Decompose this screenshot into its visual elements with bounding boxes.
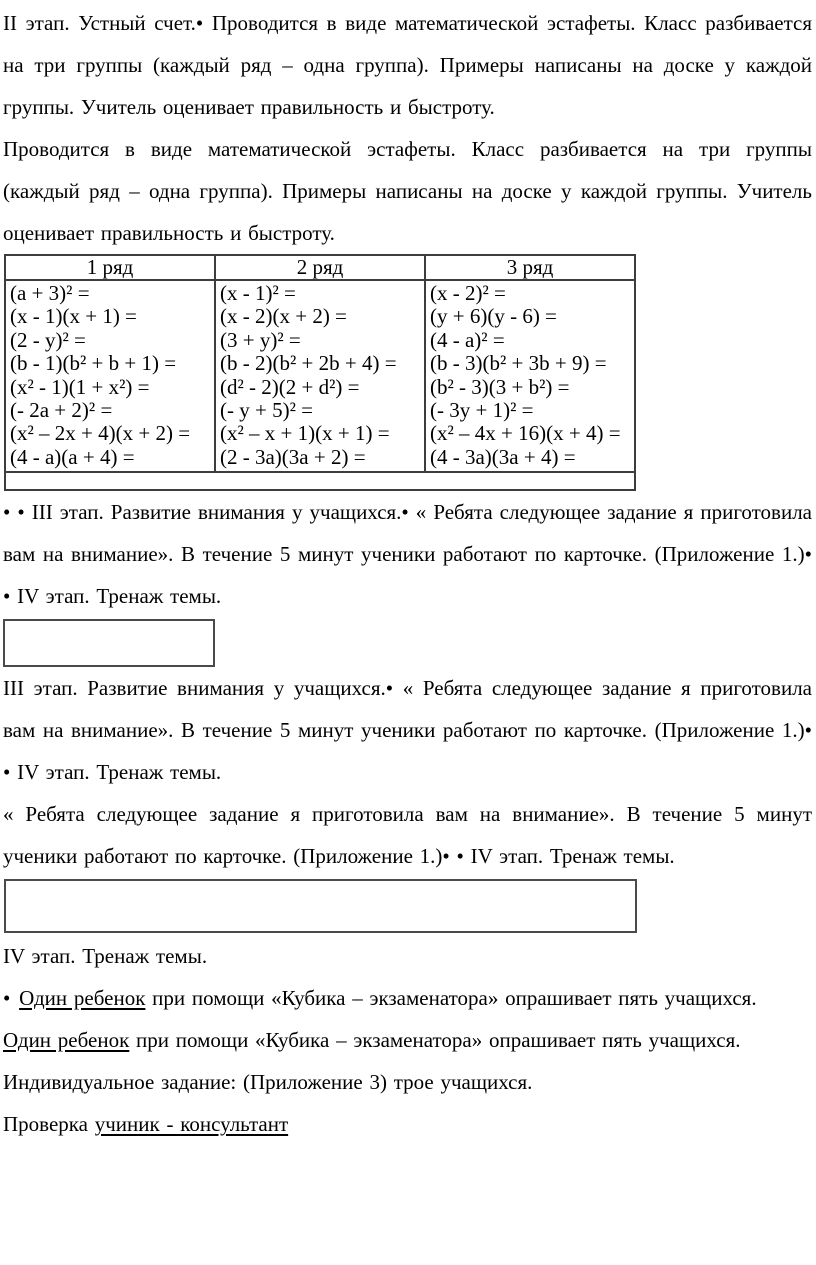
formula: (x² – x + 1)(x + 1) = <box>220 421 390 446</box>
paragraph-individual-task: Индивидуальное задание: (Приложение 3) трое учащихся. <box>3 1070 533 1095</box>
paragraph-kubik-repeat <box>3 1019 812 1061</box>
formula: (4 - a)(a + 4) = <box>10 444 135 469</box>
column-header-row2: 2 ряд <box>215 255 425 280</box>
formula: (x - 2)² = <box>430 281 506 305</box>
paragraph-estafeta-repeat: Проводится в виде математической эстафеты. Класс разбивается на три группы (каждый ряд – одна группа). Примеры написаны на доске у каждой группы. Учитель оценивает правильность и быстроту. <box>3 137 812 245</box>
formula-cell-row3 <box>425 280 635 472</box>
bullet-marker: • <box>3 986 18 1011</box>
formula: (- 2a + 2)² = <box>10 398 113 423</box>
underlined-odin-rebenok: Один ребенок <box>19 986 146 1011</box>
column-header-row3: 3 ряд <box>425 255 635 280</box>
table-header-row <box>5 255 635 280</box>
formula: (a + 3)² = <box>10 281 90 305</box>
formula: (b - 3)(b² + 3b + 9) = <box>430 351 607 376</box>
paragraph-rebyata-repeat: « Ребята следующее задание я приготовила вам на внимание». В течение 5 минут ученики работают по карточке. (Приложение 1.)• • IV этап. Тренаж темы. <box>3 802 812 869</box>
paragraph-4etap: IV этап. Тренаж темы. <box>3 944 208 969</box>
underlined-odin-rebenok: Один ребенок <box>3 1028 130 1053</box>
table-body-row <box>5 280 635 472</box>
formula: (x - 1)² = <box>220 281 296 305</box>
formula: (x² – 4x + 16)(x + 4) = <box>430 421 621 446</box>
formula: (b - 2)(b² + 2b + 4) = <box>220 351 397 376</box>
formula: (2 - y)² = <box>10 327 86 352</box>
underlined-uchenik-konsultant: учиник - консультант <box>94 1112 289 1137</box>
paragraph-ustny-schet: II этап. Устный счет.• Проводится в виде математической эстафеты. Класс разбивается на три группы (каждый ряд – одна группа). Примеры написаны на доске у каждой группы. Учитель оценивает правильность и быстроту. <box>3 11 812 119</box>
formula: (4 - a)² = <box>430 327 505 352</box>
paragraph-text: при помощи «Кубика – экзаменатора» опрашивает пять учащихся. <box>145 986 757 1011</box>
formula: (- y + 5)² = <box>220 398 313 423</box>
formula: (x² - 1)(1 + x²) = <box>10 374 150 399</box>
formula: (b² - 3)(3 + b²) = <box>430 374 570 399</box>
empty-table-row <box>5 472 635 490</box>
paragraph-kubik-bulleted <box>3 977 812 1019</box>
formula: (2 - 3a)(3a + 2) = <box>220 444 366 469</box>
math-relay-table <box>4 254 636 491</box>
empty-table-cell <box>5 472 635 490</box>
formula: (x - 1)(x + 1) = <box>10 304 137 329</box>
formula: (3 + y)² = <box>220 327 301 352</box>
paragraph-text: Проверка <box>3 1112 95 1137</box>
paragraph-3etap-repeat: III этап. Развитие внимания у учащихся.• « Ребята следующее задание я приготовила вам на внимание». В течение 5 минут ученики работают по карточке. (Приложение 1.)• • IV этап. Тренаж темы. <box>3 676 812 785</box>
empty-box-small <box>3 619 215 667</box>
column-header-row1: 1 ряд <box>5 255 215 280</box>
empty-box-wide <box>4 879 637 933</box>
formula: (x - 2)(x + 2) = <box>220 304 347 329</box>
formula: (x² – 2x + 4)(x + 2) = <box>10 421 191 446</box>
formula-cell-row1 <box>5 280 215 472</box>
formula: (d² - 2)(2 + d²) = <box>220 374 360 399</box>
paragraph-3etap-bulleted: • • III этап. Развитие внимания у учащихся.• « Ребята следующее задание я приготовила вам на внимание». В течение 5 минут ученики работают по карточке. (Приложение 1.)• • IV этап. Тренаж темы. <box>3 500 812 609</box>
paragraph-proverka <box>3 1103 812 1145</box>
formula: (- 3y + 1)² = <box>430 398 534 423</box>
formula: (b - 1)(b² + b + 1) = <box>10 351 177 376</box>
formula-cell-row2 <box>215 280 425 472</box>
formula: (4 - 3a)(3a + 4) = <box>430 444 576 469</box>
paragraph-text: при помощи «Кубика – экзаменатора» опрашивает пять учащихся. <box>129 1028 741 1053</box>
formula: (y + 6)(y - 6) = <box>430 304 557 329</box>
